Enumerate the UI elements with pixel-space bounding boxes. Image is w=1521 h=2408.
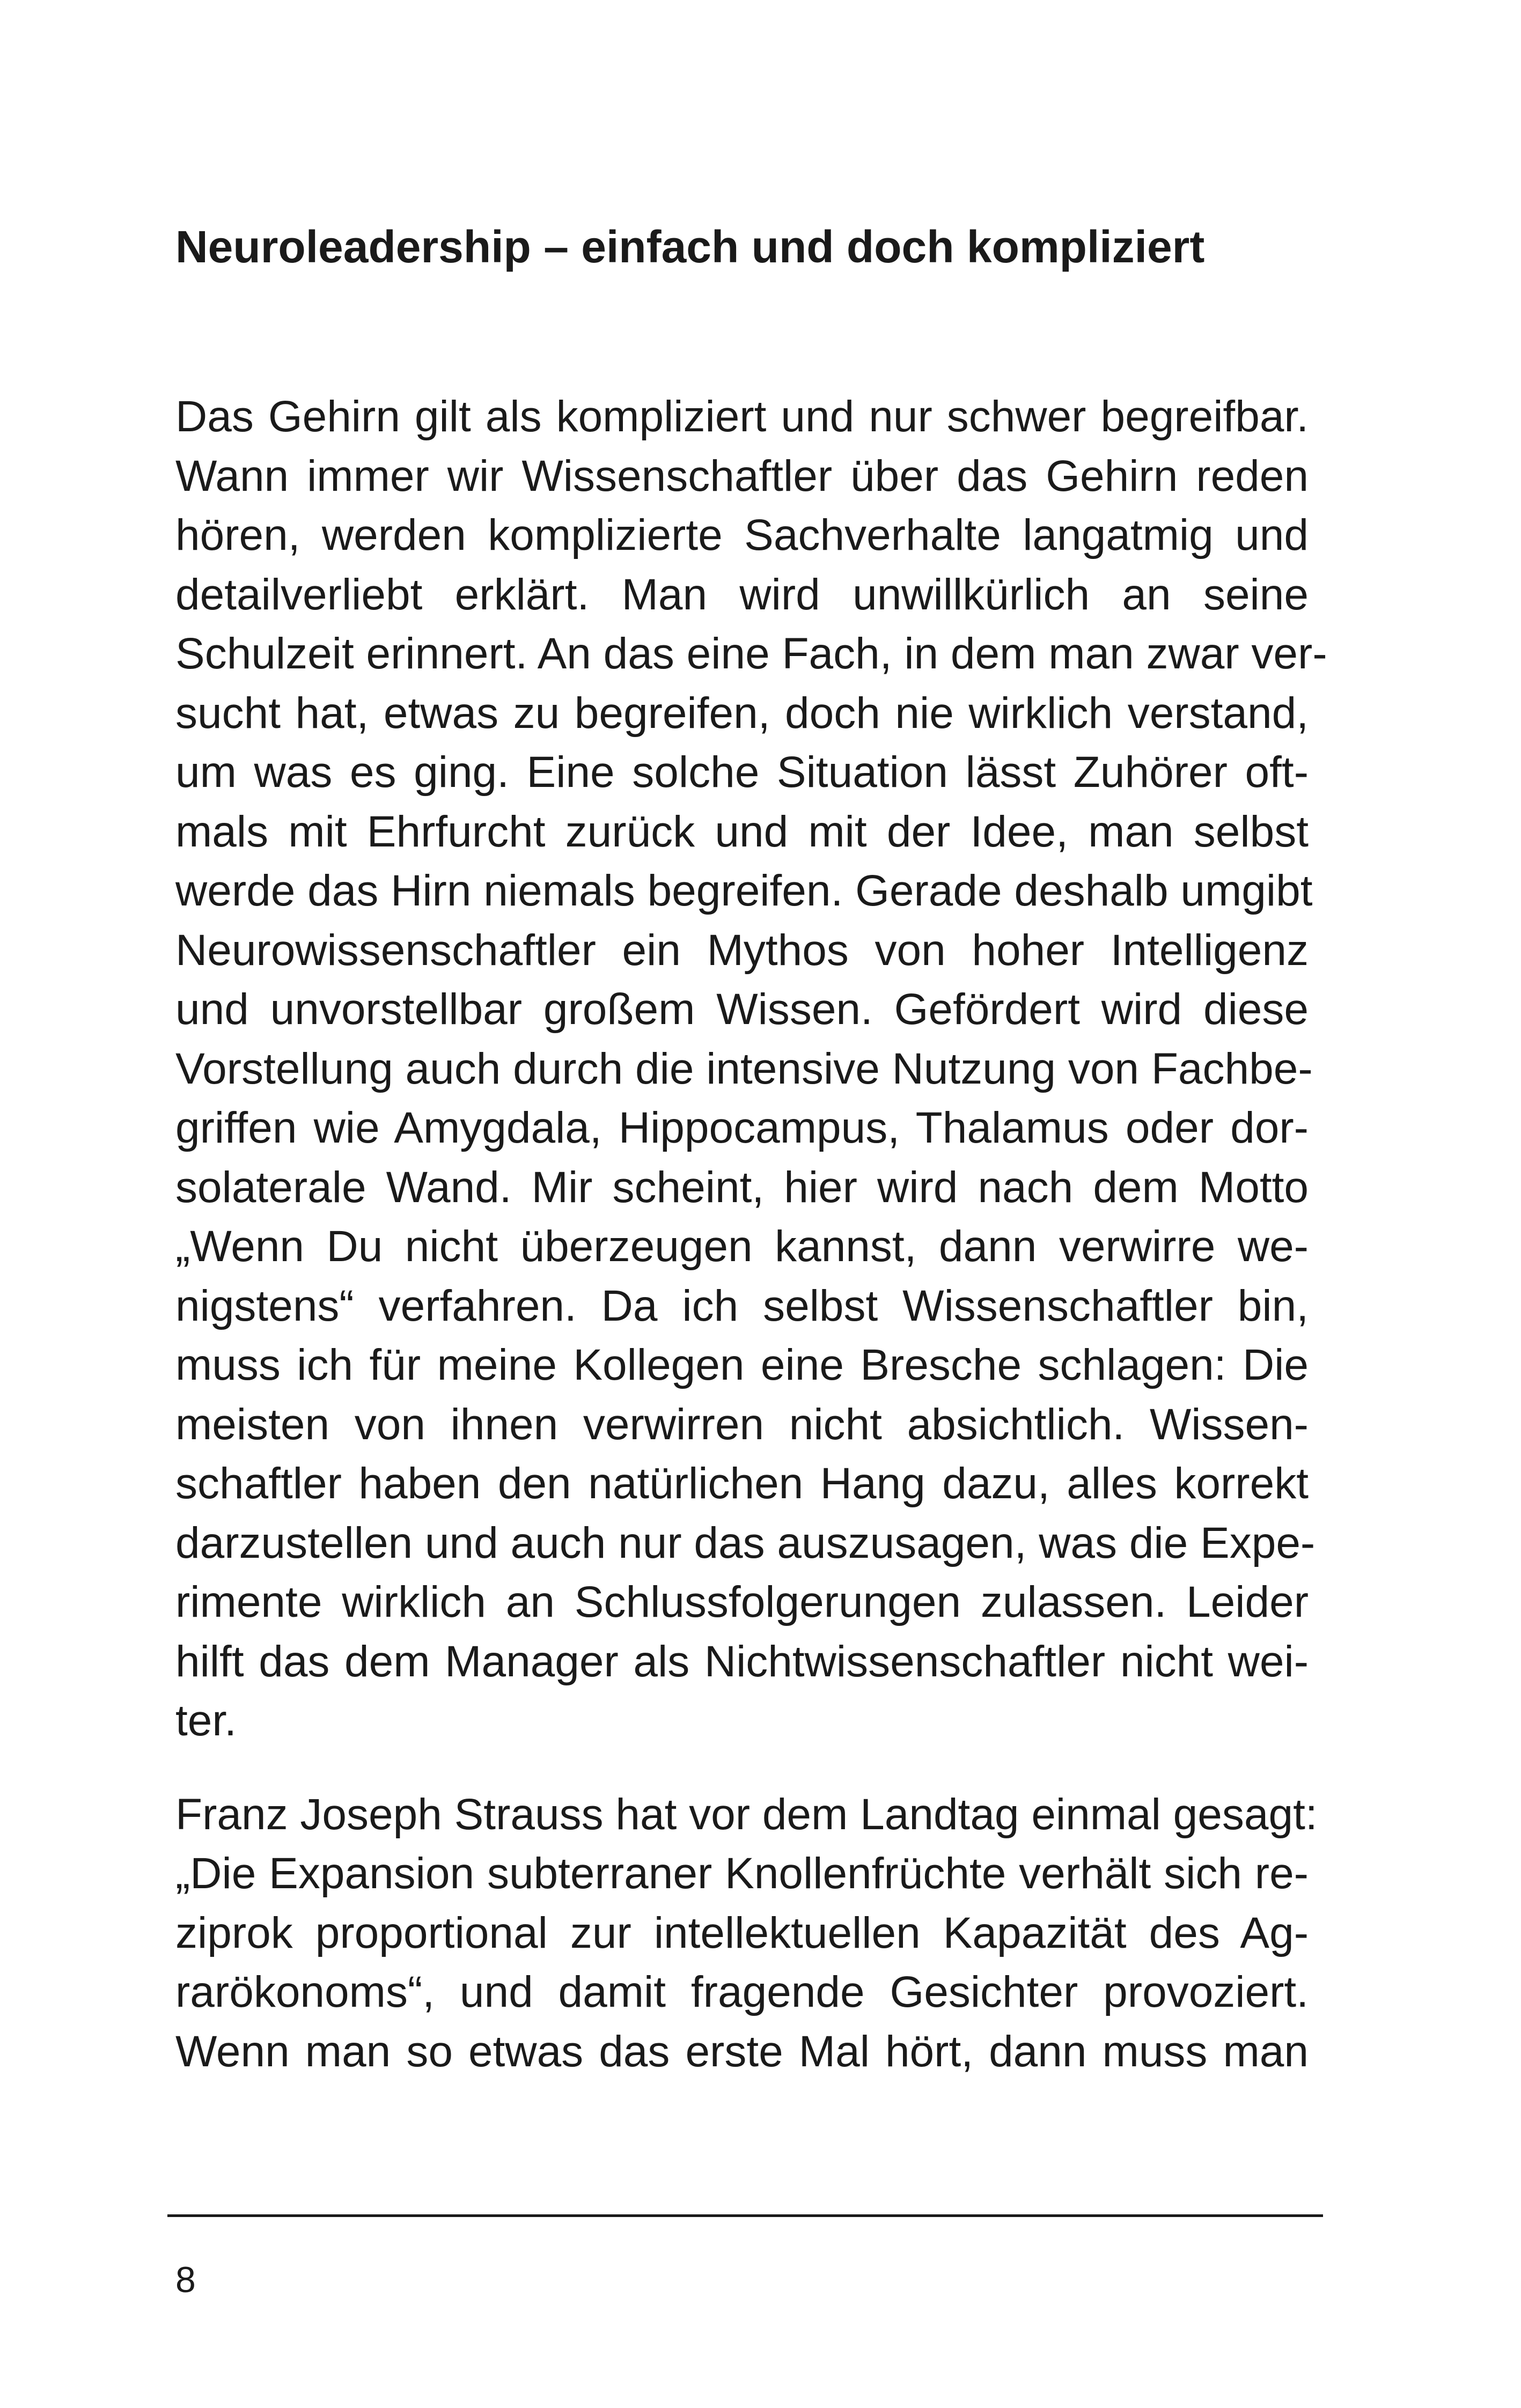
text-line: ziprok proportional zur intellektuellen Kapazität des Ag- bbox=[175, 1908, 1309, 1957]
text-line: griffen wie Amygdala, Hippocampus, Thalamus oder dor- bbox=[175, 1103, 1309, 1152]
text-line: sucht hat, etwas zu begreifen, doch nie wirklich verstand, bbox=[175, 688, 1309, 738]
paragraph-2 bbox=[175, 1785, 1318, 2082]
text-line: Vorstellung auch durch die intensive Nutzung von Fachbe- bbox=[175, 1044, 1313, 1093]
text-line: Wenn man so etwas das erste Mal hört, dann muss man bbox=[175, 2027, 1309, 2076]
text-line: ter. bbox=[175, 1696, 237, 1745]
paragraph-1 bbox=[175, 387, 1327, 1751]
text-line: darzustellen und auch nur das auszusagen, was die Expe- bbox=[175, 1518, 1316, 1567]
text-line: meisten von ihnen verwirren nicht absichtlich. Wissen- bbox=[175, 1400, 1309, 1449]
text-line: um was es ging. Eine solche Situation lässt Zuhörer oft- bbox=[175, 748, 1309, 797]
text-line: solaterale Wand. Mir scheint, hier wird nach dem Motto bbox=[175, 1162, 1309, 1212]
text-line: Das Gehirn gilt als kompliziert und nur schwer begreifbar. bbox=[175, 392, 1309, 441]
body-text bbox=[175, 387, 1327, 2081]
text-line: mals mit Ehrfurcht zurück und mit der Idee, man selbst bbox=[175, 807, 1309, 856]
text-line: schaftler haben den natürlichen Hang dazu, alles korrekt bbox=[175, 1459, 1309, 1508]
text-line: Schulzeit erinnert. An das eine Fach, in dem man zwar ver- bbox=[175, 629, 1327, 678]
page-number: 8 bbox=[175, 2259, 196, 2300]
footer-rule bbox=[167, 2214, 1323, 2217]
text-line: und unvorstellbar großem Wissen. Gefördert wird diese bbox=[175, 985, 1309, 1034]
text-line: muss ich für meine Kollegen eine Bresche schlagen: Die bbox=[175, 1341, 1309, 1389]
text-line: Neurowissenschaftler ein Mythos von hoher Intelligenz bbox=[175, 925, 1309, 975]
text-line: rarökonoms“, und damit fragende Gesichter provoziert. bbox=[175, 1968, 1309, 2016]
text-line: hilft das dem Manager als Nichtwissenschaftler nicht wei- bbox=[175, 1637, 1309, 1686]
text-line: „Wenn Du nicht überzeugen kannst, dann verwirre we- bbox=[175, 1222, 1309, 1271]
text-line: „Die Expansion subterraner Knollenfrüchte verhält sich re- bbox=[175, 1849, 1309, 1898]
chapter-title: Neuroleadership – einfach und doch kompliziert bbox=[175, 222, 1205, 272]
text-line: Wann immer wir Wissenschaftler über das Gehirn reden bbox=[175, 451, 1309, 500]
text-line: Franz Joseph Strauss hat vor dem Landtag einmal gesagt: bbox=[175, 1790, 1318, 1839]
text-line: rimente wirklich an Schlussfolgerungen zulassen. Leider bbox=[175, 1578, 1309, 1626]
text-line: werde das Hirn niemals begreifen. Gerade deshalb umgibt bbox=[175, 866, 1313, 915]
text-line: nigstens“ verfahren. Da ich selbst Wissenschaftler bin, bbox=[175, 1281, 1309, 1330]
text-line: detailverliebt erklärt. Man wird unwillkürlich an seine bbox=[175, 570, 1309, 619]
text-line: hören, werden komplizierte Sachverhalte langatmig und bbox=[175, 511, 1309, 559]
